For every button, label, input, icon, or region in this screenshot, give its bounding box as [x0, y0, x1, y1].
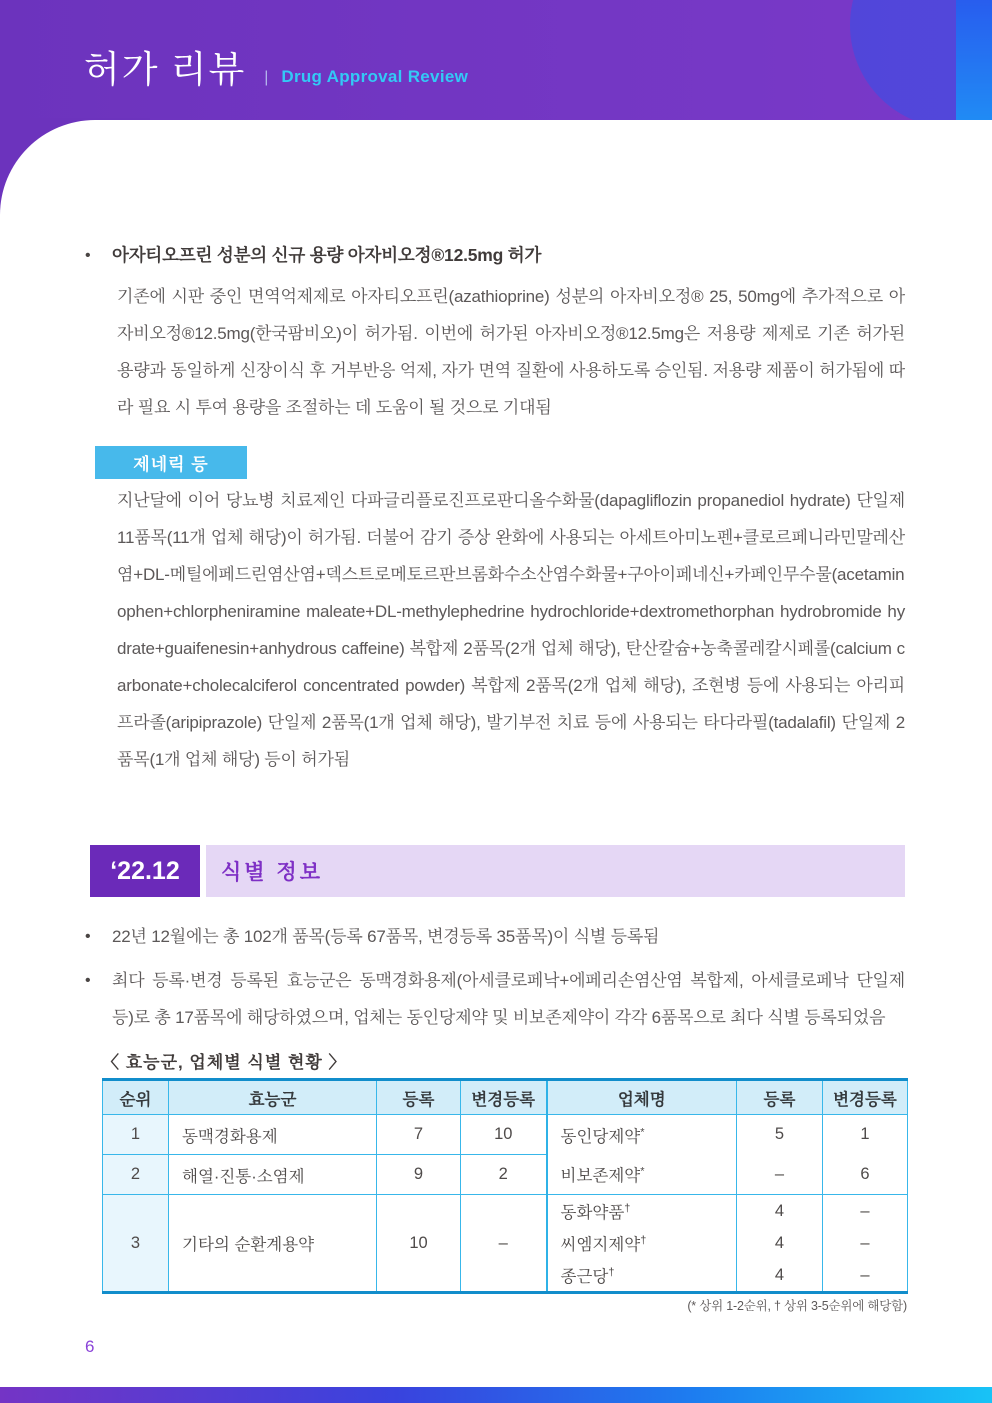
- section-date-badge: ‘22.12: [90, 845, 200, 897]
- table-title: 〈 효능군, 업체별 식별 현황 〉: [102, 1053, 347, 1072]
- approval-heading: 아자티오프린 성분의 신규 용량 아자비오정®12.5mg 허가: [112, 245, 542, 265]
- company-mark: †: [640, 1234, 647, 1247]
- content-panel: [0, 120, 992, 1403]
- generic-section-label: 제네릭 등: [95, 446, 247, 479]
- company-name: 종근당: [560, 1268, 609, 1286]
- section-title: 식별 정보: [206, 845, 905, 897]
- efficacy-group-cell: 기타의 순환계용약: [169, 1195, 377, 1293]
- change-registered-cell: –: [461, 1195, 547, 1293]
- table-header-row: [103, 1080, 908, 1115]
- company-mark: †: [608, 1266, 615, 1279]
- company-change-registered-cell: 6: [823, 1155, 908, 1195]
- company-change-registered-cell: –: [823, 1259, 908, 1293]
- page-title: 허가 리뷰: [84, 50, 247, 91]
- registered-cell: 7: [377, 1115, 461, 1155]
- company-name: 동화약품: [560, 1204, 625, 1222]
- table-footnote: (* 상위 1-2순위, † 상위 3-5순위에 해당함): [687, 1299, 907, 1313]
- approval-body-paragraph: 기존에 시판 중인 면역억제제로 아자티오프린(azathioprine) 성분의 아자비오정® 25, 50mg에 추가적으로 아자비오정®12.5mg(한국팜비오)이 허가됨. 이번에 허가된 아자비오정®12.5mg은 저용량 제제로 기존 허가된 용량과 동일하게 신장이식 후 거부반응 억제, 자가 면역 질환에 사용하도록 승인됨. 저용량 제품이 허가됨에 따라 필요 시 투여 용량을 조절하는 데 도움이 될 것으로 기대됨: [117, 287, 905, 417]
- registered-cell: 10: [377, 1195, 461, 1293]
- col-header-efficacy-group: 효능군: [169, 1080, 377, 1115]
- company-mark: †: [624, 1202, 631, 1215]
- approval-heading-row: [85, 243, 905, 268]
- efficacy-group-cell: 동맥경화용제: [169, 1115, 377, 1155]
- company-registered-cell: –: [737, 1155, 823, 1195]
- title-divider: |: [264, 69, 269, 86]
- col-header-company: 업체명: [547, 1080, 737, 1115]
- company-mark: *: [640, 1165, 645, 1178]
- company-registered-cell: 4: [737, 1195, 823, 1228]
- col-header-change-registered: 변경등록: [461, 1080, 547, 1115]
- col-header-registered: 등록: [377, 1080, 461, 1115]
- company-cell: [547, 1259, 737, 1293]
- company-change-registered-cell: –: [823, 1227, 908, 1259]
- bullet-icon: •: [85, 928, 91, 945]
- rank-cell: 2: [103, 1155, 169, 1195]
- generic-body-paragraph: 지난달에 이어 당뇨병 치료제인 다파글리플로진프로판디올수화물(dapagliflozin propanediol hydrate) 단일제 11품목(11개 업체 해당)이 허가됨. 더불어 감기 증상 완화에 사용되는 아세트아미노펜+클로르페니라민말레산염+DL-메틸에페드린염산염+덱스트로메토르판브롬화수소산염수화물+구아이페네신+카페인무수물(acetaminophen+chlorpheniramine maleate+DL-methylephedrine hydrochloride+dextromethorphan hydrobromide hydrate+guaifenesin+anhydrous caffeine) 복합제 2품목(2개 업체 해당), 탄산칼슘+농축콜레칼시페롤(calcium carbonate+cholecalciferol concentrated powder) 복합제 2품목(2개 업체 해당), 조현병 등에 사용되는 아리피프라졸(aripiprazole) 단일제 2품목(1개 업체 해당), 발기부전 치료 등에 사용되는 타다라필(tadalafil) 단일제 2품목(1개 업체 해당) 등이 허가됨: [117, 491, 905, 769]
- rank-cell: 3: [103, 1195, 169, 1293]
- section-header-bar: [90, 845, 905, 897]
- company-mark: *: [640, 1126, 645, 1139]
- col-header-company-registered: 등록: [737, 1080, 823, 1115]
- col-header-company-change-registered: 변경등록: [823, 1080, 908, 1115]
- company-registered-cell: 4: [737, 1227, 823, 1259]
- company-registered-cell: 5: [737, 1115, 823, 1155]
- company-change-registered-cell: –: [823, 1195, 908, 1228]
- company-change-registered-cell: 1: [823, 1115, 908, 1155]
- page-header: [0, 0, 992, 120]
- company-name: 씨엠지제약: [560, 1236, 641, 1254]
- header-blue-circle-decoration: [850, 0, 992, 120]
- table-row: [103, 1155, 908, 1195]
- company-cell: [547, 1195, 737, 1228]
- identification-table: [102, 1078, 908, 1294]
- table-row: [103, 1195, 908, 1228]
- ident-bullet-2: 최다 등록·변경 등록된 효능군은 동맥경화용제(아세클로페낙+에페리손염산염 복합제, 아세클로페낙 단일제 등)로 총 17품목에 해당하였으며, 업체는 동인당제약 및 비보존제약이 각각 6품목으로 최다 식별 등록되었음: [112, 971, 905, 1027]
- bullet-icon: •: [85, 972, 91, 989]
- bullet-icon: •: [85, 247, 91, 264]
- company-name: 비보존제약: [560, 1167, 641, 1186]
- header-title-row: [84, 48, 468, 94]
- table-row: [103, 1115, 908, 1155]
- page-number: 6: [85, 1337, 95, 1356]
- change-registered-cell: 2: [461, 1155, 547, 1195]
- company-cell: [547, 1155, 737, 1195]
- company-name: 동인당제약: [560, 1127, 641, 1146]
- registered-cell: 9: [377, 1155, 461, 1195]
- footer-gradient-bar: [0, 1387, 992, 1403]
- ident-bullet-1: 22년 12월에는 총 102개 품목(등록 67품목, 변경등록 35품목)이 식별 등록됨: [112, 927, 660, 946]
- ident-bullet-1-row: [85, 918, 905, 955]
- change-registered-cell: 10: [461, 1115, 547, 1155]
- company-cell: [547, 1115, 737, 1155]
- rank-cell: 1: [103, 1115, 169, 1155]
- page-subtitle: Drug Approval Review: [281, 67, 469, 86]
- company-registered-cell: 4: [737, 1259, 823, 1293]
- company-cell: [547, 1227, 737, 1259]
- efficacy-group-cell: 해열·진통·소염제: [169, 1155, 377, 1195]
- ident-bullet-2-row: [85, 962, 905, 1036]
- col-header-rank: 순위: [103, 1080, 169, 1115]
